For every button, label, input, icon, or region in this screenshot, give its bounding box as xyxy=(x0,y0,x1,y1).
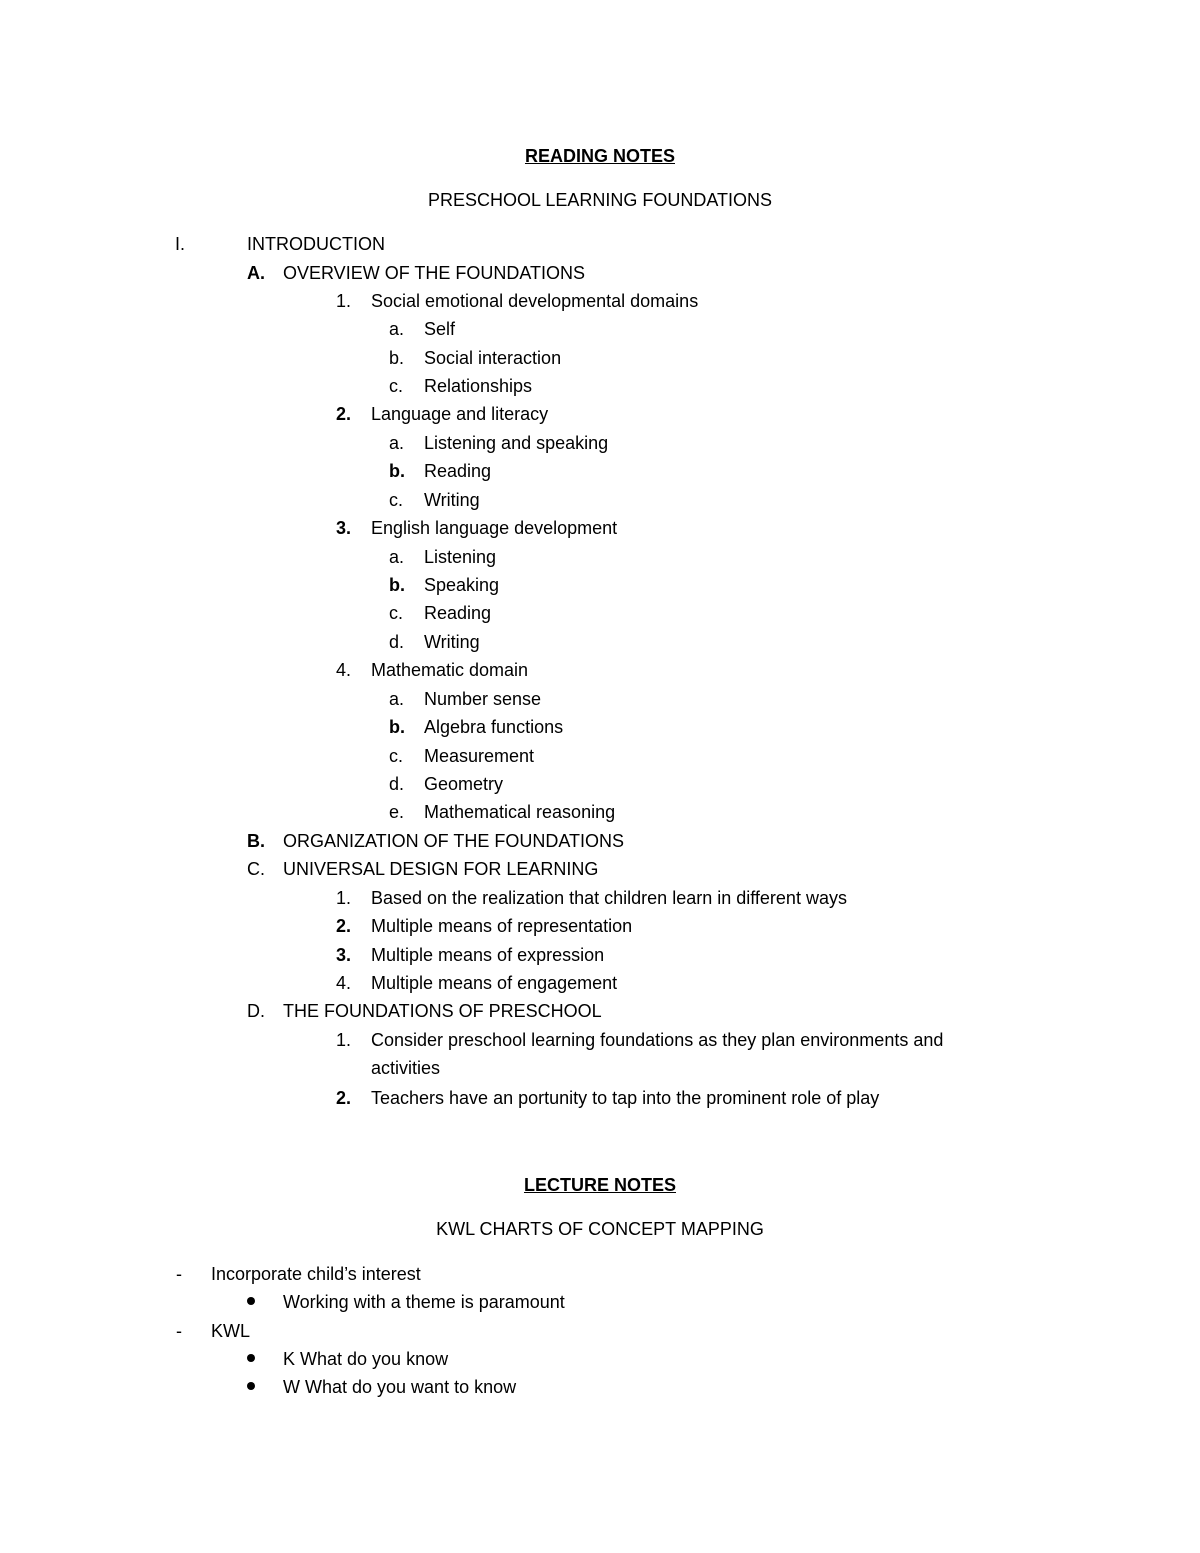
list-subitem: Social interaction xyxy=(424,348,562,368)
outline-marker: 3. xyxy=(336,945,352,965)
outline-marker: 1. xyxy=(336,291,352,311)
list-subitem: Reading xyxy=(424,461,492,481)
list-subitem: Reading xyxy=(424,603,492,623)
list-subitem: Speaking xyxy=(424,575,500,595)
outline-marker: c. xyxy=(389,490,404,510)
bullet-item: Incorporate child’s interest xyxy=(211,1264,421,1284)
list-item: Social emotional developmental domains xyxy=(371,291,699,311)
outline-marker: 1. xyxy=(336,1030,352,1050)
list-subitem: Mathematical reasoning xyxy=(424,802,616,822)
list-item: Mathematic domain xyxy=(371,660,529,680)
list-subitem: Geometry xyxy=(424,774,504,794)
outline-marker: c. xyxy=(389,376,404,396)
lecture-notes-subtitle: KWL CHARTS OF CONCEPT MAPPING xyxy=(436,1219,764,1239)
bullet-dot-icon xyxy=(247,1297,255,1305)
outline-marker: I. xyxy=(175,234,186,254)
outline-marker: a. xyxy=(389,319,405,339)
bullet-subitem: Working with a theme is paramount xyxy=(283,1292,565,1312)
outline-marker: B. xyxy=(247,831,265,851)
list-subitem: Writing xyxy=(424,632,480,652)
outline-marker: a. xyxy=(389,433,405,453)
outline-marker: 2. xyxy=(336,404,352,424)
lecture-notes-title: LECTURE NOTES xyxy=(523,1175,676,1195)
outline-marker: C. xyxy=(247,859,265,879)
bullet-item: KWL xyxy=(211,1321,251,1341)
list-item: English language development xyxy=(371,518,618,538)
outline-marker: 1. xyxy=(336,888,352,908)
outline-marker: 3. xyxy=(336,518,352,538)
list-subitem: Measurement xyxy=(424,746,535,766)
subsection-heading: UNIVERSAL DESIGN FOR LEARNING xyxy=(283,859,599,879)
outline-marker: c. xyxy=(389,603,404,623)
subsection-heading: ORGANIZATION OF THE FOUNDATIONS xyxy=(283,831,625,851)
list-item: Language and literacy xyxy=(371,404,549,424)
bullet-dot-icon xyxy=(247,1382,255,1390)
bullet-dot-icon xyxy=(247,1354,255,1362)
outline-marker: b. xyxy=(389,348,405,368)
dash-marker: - xyxy=(176,1264,182,1284)
outline-marker: 4. xyxy=(336,660,352,680)
bullet-subitem: W What do you want to know xyxy=(283,1377,517,1397)
outline-marker: 2. xyxy=(336,1088,352,1108)
list-subitem: Listening and speaking xyxy=(424,433,609,453)
outline-marker: b. xyxy=(389,461,405,481)
outline-marker: A. xyxy=(247,263,265,283)
reading-notes-title: READING NOTES xyxy=(524,146,675,166)
list-item: Teachers have an portunity to tap into the prominent role of play xyxy=(371,1088,880,1108)
list-item: Multiple means of expression xyxy=(371,945,605,965)
list-item-continuation: activities xyxy=(371,1058,441,1078)
outline-marker: e. xyxy=(389,802,405,822)
list-item: Based on the realization that children learn in different ways xyxy=(371,888,847,908)
list-subitem: Listening xyxy=(424,547,497,567)
bullet-subitem: K What do you know xyxy=(283,1349,449,1369)
list-subitem: Self xyxy=(424,319,456,339)
section-heading: INTRODUCTION xyxy=(247,234,385,254)
outline-marker: 4. xyxy=(336,973,352,993)
dash-marker: - xyxy=(176,1321,182,1341)
outline-marker: a. xyxy=(389,689,405,709)
list-subitem: Number sense xyxy=(424,689,542,709)
list-item: Multiple means of engagement xyxy=(371,973,618,993)
outline-marker: D. xyxy=(247,1001,265,1021)
outline-marker: c. xyxy=(389,746,404,766)
outline-marker: d. xyxy=(389,632,405,652)
list-item: Consider preschool learning foundations as they plan environments and xyxy=(371,1030,944,1050)
outline-marker: b. xyxy=(389,717,405,737)
list-subitem: Algebra functions xyxy=(424,717,564,737)
list-subitem: Writing xyxy=(424,490,480,510)
outline-marker: d. xyxy=(389,774,405,794)
list-item: Multiple means of representation xyxy=(371,916,633,936)
subsection-heading: THE FOUNDATIONS OF PRESCHOOL xyxy=(283,1001,602,1021)
subsection-heading: OVERVIEW OF THE FOUNDATIONS xyxy=(283,263,586,283)
list-subitem: Relationships xyxy=(424,376,533,396)
reading-notes-subtitle: PRESCHOOL LEARNING FOUNDATIONS xyxy=(427,190,773,210)
outline-marker: a. xyxy=(389,547,405,567)
outline-marker: 2. xyxy=(336,916,352,936)
outline-marker: b. xyxy=(389,575,405,595)
